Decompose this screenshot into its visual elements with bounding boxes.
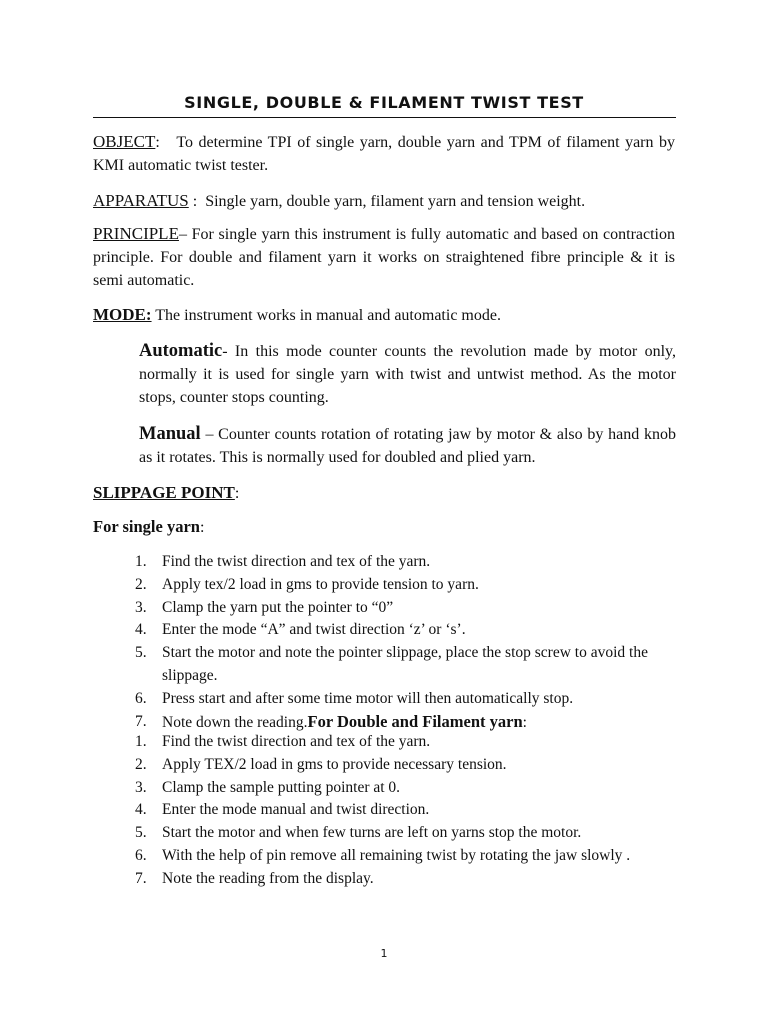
apparatus-separator: :	[188, 193, 198, 210]
object-paragraph	[93, 130, 675, 177]
list-item-number: 1.	[135, 733, 147, 750]
object-label: OBJECT	[93, 132, 156, 151]
list-item-text: Apply TEX/2 load in gms to provide necessary tension.	[162, 755, 507, 773]
manual-text: – Counter counts rotation of rotating jaw by motor & also by hand knob as it rotates. This is normally used for doubled and plied yarn.	[139, 426, 676, 466]
list-item-number: 4.	[135, 801, 147, 819]
apparatus-text: Single yarn, double yarn, filament yarn and tension weight.	[205, 193, 586, 210]
list-item-text: Start the motor and note the pointer slippage, place the stop screw to avoid the slippage.	[162, 644, 648, 684]
list-item-text: Apply tex/2 load in gms to provide tension to yarn.	[162, 575, 479, 593]
list-item-text: Press start and after some time motor will then automatically stop.	[162, 689, 574, 707]
list-item	[135, 574, 680, 597]
list-item-text: Note down the reading.	[162, 713, 308, 731]
list-item-number: 4.	[135, 621, 147, 639]
list-item-text: Clamp the yarn put the pointer to “0”	[162, 598, 394, 616]
single-yarn-separator: :	[199, 519, 205, 536]
list-item	[135, 597, 680, 620]
list-item	[135, 845, 680, 868]
slippage-separator: :	[234, 485, 240, 502]
list-item-number: 7.	[135, 869, 147, 887]
manual-label: Manual	[139, 424, 201, 444]
list-item	[135, 777, 680, 800]
list-item	[135, 868, 680, 891]
list-item-text: Enter the mode manual and twist direction.	[162, 801, 430, 819]
single-yarn-label: For single yarn	[93, 517, 200, 536]
list-item	[135, 822, 680, 845]
single-yarn-steps	[135, 551, 680, 734]
automatic-paragraph	[139, 340, 676, 409]
list-item-text: Clamp the sample putting pointer at 0.	[162, 778, 401, 796]
document-title: SINGLE, DOUBLE & FILAMENT TWIST TEST	[184, 93, 584, 112]
list-item-number: 2.	[135, 755, 147, 773]
double-filament-steps	[135, 731, 680, 891]
mode-paragraph	[93, 303, 675, 327]
title-underline	[93, 117, 676, 118]
principle-text: – For single yarn this instrument is fully automatic and based on contraction principle. For double and filament yarn it works on straightened fibre principle & it is semi automatic.	[93, 226, 675, 289]
list-item	[135, 754, 680, 777]
list-item-number: 3.	[135, 778, 147, 796]
list-item-number: 6.	[135, 846, 147, 864]
manual-paragraph	[139, 423, 676, 469]
automatic-label: Automatic	[139, 341, 223, 361]
mode-text: The instrument works in manual and automatic mode.	[155, 307, 501, 324]
list-item	[135, 642, 680, 688]
apparatus-paragraph	[93, 189, 675, 213]
list-item-number: 1.	[135, 553, 147, 570]
list-item-number: 6.	[135, 689, 147, 707]
slippage-label: SLIPPAGE POINT	[93, 483, 235, 502]
list-item	[135, 799, 680, 822]
apparatus-label: APPARATUS	[93, 191, 189, 210]
page-number: 1	[380, 947, 388, 960]
list-item	[135, 731, 680, 754]
double-filament-heading: For Double and Filament yarn	[307, 711, 523, 731]
list-item	[135, 619, 680, 642]
mode-label: MODE:	[93, 305, 152, 324]
list-item-number: 7.	[135, 712, 147, 730]
list-item	[135, 551, 680, 574]
double-filament-separator: :	[522, 713, 527, 731]
object-separator: :	[155, 134, 160, 151]
list-item-text: Enter the mode “A” and twist direction ‘z’ or ‘s’.	[162, 621, 466, 639]
slippage-heading	[93, 481, 675, 505]
list-item	[135, 688, 680, 711]
list-item-text: Find the twist direction and tex of the yarn.	[162, 733, 431, 750]
single-yarn-heading	[93, 515, 675, 539]
list-item-number: 2.	[135, 575, 147, 593]
list-item-text: With the help of pin remove all remaining twist by rotating the jaw slowly .	[162, 846, 631, 864]
principle-label: PRINCIPLE	[93, 224, 179, 243]
list-item-text: Find the twist direction and tex of the yarn.	[162, 553, 431, 570]
principle-paragraph	[93, 222, 675, 292]
object-text: To determine TPI of single yarn, double yarn and TPM of filament yarn by KMI automatic twist tester.	[93, 134, 675, 174]
automatic-text: - In this mode counter counts the revolution made by motor only, normally it is used for single yarn with twist and untwist method. As the motor stops, counter stops counting.	[139, 343, 676, 406]
list-item-number: 5.	[135, 644, 147, 662]
list-item-text: Note the reading from the display.	[162, 869, 374, 887]
list-item-number: 5.	[135, 824, 147, 842]
list-item-text: Start the motor and when few turns are left on yarns stop the motor.	[162, 824, 582, 842]
list-item-number: 3.	[135, 598, 147, 616]
